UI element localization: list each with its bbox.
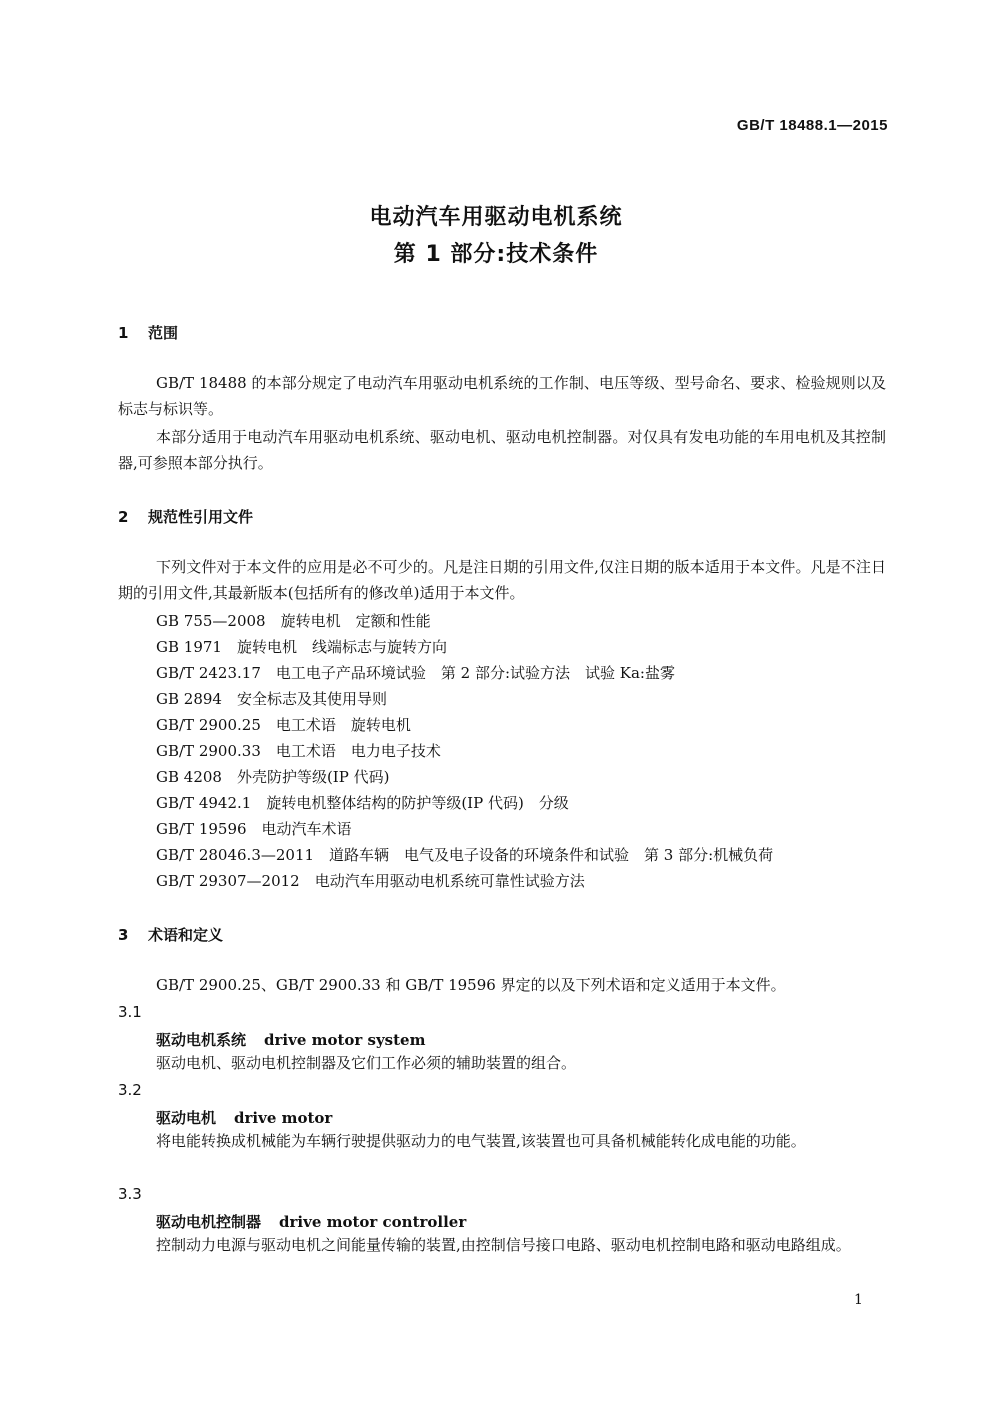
reference-item: GB/T 4942.1 旋转电机整体结构的防护等级(IP 代码) 分级: [156, 794, 569, 812]
reference-item: GB 4208 外壳防护等级(IP 代码): [156, 768, 390, 786]
reference-item: GB 1971 旋转电机 线端标志与旋转方向: [156, 638, 447, 656]
section-number: 1: [118, 324, 129, 342]
term-definition: 控制动力电源与驱动电机之间能量传输的装置,由控制信号接口电路、驱动电机控制电路和驱动电路组成。: [156, 1236, 851, 1254]
section-heading-scope: [118, 322, 178, 343]
section-title: 范围: [148, 324, 179, 342]
term-title: [156, 1211, 466, 1232]
term-chinese: 驱动电机: [156, 1109, 217, 1127]
section-title: 规范性引用文件: [148, 508, 254, 526]
term-title: [156, 1107, 332, 1128]
section-number: 2: [118, 508, 129, 526]
term-english: drive motor controller: [279, 1213, 467, 1231]
term-title: [156, 1029, 425, 1050]
document-subtitle: 第 1 部分:技术条件: [393, 242, 599, 267]
paragraph: GB/T 2900.25、GB/T 2900.33 和 GB/T 19596 界定的以及下列术语和定义适用于本文件。: [156, 976, 786, 994]
term-number: 3.1: [118, 1003, 142, 1021]
reference-item: GB 755—2008 旋转电机 定额和性能: [156, 612, 431, 630]
reference-item: GB/T 2423.17 电工电子产品环境试验 第 2 部分:试验方法 试验 Ka:盐雾: [156, 664, 675, 682]
reference-item: GB/T 19596 电动汽车术语: [156, 820, 352, 838]
term-definition: 将电能转换成机械能为车辆行驶提供驱动力的电气装置,该装置也可具备机械能转化成电能的功能。: [156, 1132, 806, 1150]
section-heading-normative-references: [118, 506, 253, 527]
document-title: 电动汽车用驱动电机系统: [369, 205, 623, 230]
section-number: 3: [118, 926, 129, 944]
reference-item: GB/T 2900.25 电工术语 旋转电机: [156, 716, 411, 734]
term-definition: 驱动电机、驱动电机控制器及它们工作必须的辅助装置的组合。: [156, 1054, 577, 1072]
term-chinese: 驱动电机系统: [156, 1031, 247, 1049]
page-number: 1: [854, 1292, 863, 1308]
reference-item: GB 2894 安全标志及其使用导则: [156, 690, 387, 708]
reference-item: GB/T 28046.3—2011 道路车辆 电气及电子设备的环境条件和试验 第 3 部分:机械负荷: [156, 846, 774, 864]
section-heading-terms-definitions: [118, 924, 223, 945]
term-number: 3.3: [118, 1185, 142, 1203]
standard-number: GB/T 18488.1—2015: [736, 117, 888, 134]
section-title: 术语和定义: [148, 926, 224, 944]
paragraph: GB/T 18488 的本部分规定了电动汽车用驱动电机系统的工作制、电压等级、型号命名、要求、检验规则以及标志与标识等。: [118, 374, 886, 418]
term-number: 3.2: [118, 1081, 142, 1099]
term-chinese: 驱动电机控制器: [156, 1213, 262, 1231]
paragraph: 下列文件对于本文件的应用是必不可少的。凡是注日期的引用文件,仅注日期的版本适用于本文件。凡是不注日期的引用文件,其最新版本(包括所有的修改单)适用于本文件。: [118, 558, 886, 602]
term-english: drive motor system: [264, 1031, 426, 1049]
reference-item: GB/T 2900.33 电工术语 电力电子技术: [156, 742, 441, 760]
paragraph: 本部分适用于电动汽车用驱动电机系统、驱动电机、驱动电机控制器。对仅具有发电功能的车用电机及其控制器,可参照本部分执行。: [118, 428, 886, 472]
term-english: drive motor: [234, 1109, 333, 1127]
reference-item: GB/T 29307—2012 电动汽车用驱动电机系统可靠性试验方法: [156, 872, 585, 890]
